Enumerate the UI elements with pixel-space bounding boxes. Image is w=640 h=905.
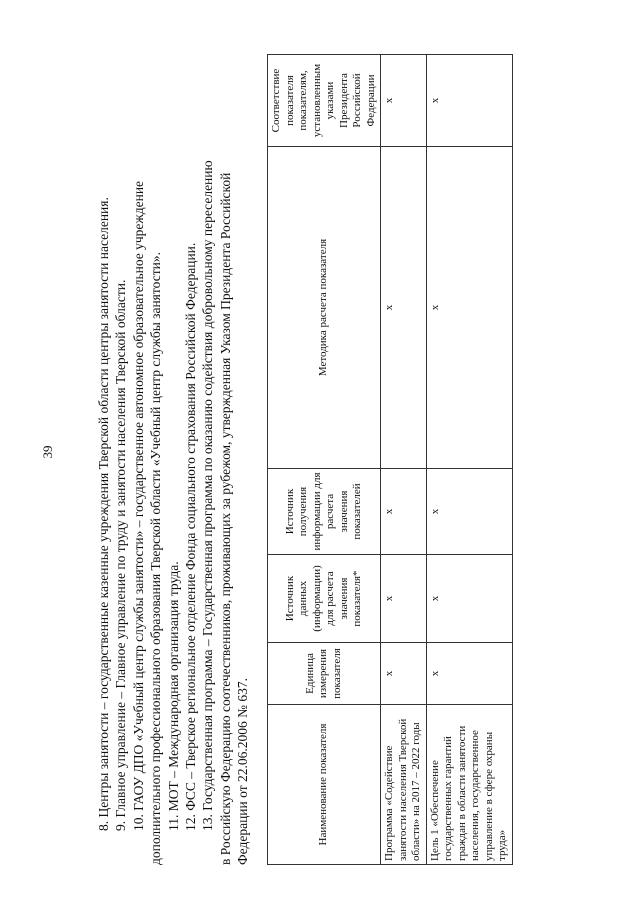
paragraph-9: 9. Главное управление – Главное управление по труду и занятости населения Тверской области. [113, 279, 129, 831]
paragraph-13-cont2: Федерации от 22.06.2006 № 637. [235, 678, 251, 865]
cell-info-source: х [426, 469, 512, 555]
cell-source: х [381, 555, 427, 643]
cell-compliance: х [426, 55, 512, 147]
paragraph-13: 13. Государственная программа – Государственная программа по оказанию содействия добровольному переселению [200, 160, 216, 831]
table-row [426, 55, 512, 865]
paragraph-12: 12. ФСС – Тверское региональное отделение Фонда социального страхования Российской Федерации. [183, 242, 199, 831]
cell-unit: х [426, 643, 512, 705]
abbreviations-list [95, 55, 251, 865]
header-method: Методика расчета показателя [268, 147, 381, 469]
indicators-table [267, 54, 513, 865]
cell-name: Цель 1 «Обеспечение государственных гарантий граждан в области занятости населения, государственное управление в сфере охраны труда» [426, 705, 512, 865]
paragraph-13-cont: в Российскую Федерацию соотечественников, проживающих за рубежом, утвержденная Указом Президента Российской [217, 172, 233, 865]
page-number: 39 [40, 445, 55, 459]
header-indicator-name: Наименование показателя [268, 705, 381, 865]
cell-compliance: х [381, 55, 427, 147]
cell-unit: х [381, 643, 427, 705]
header-unit: Единица измерения показателя [268, 643, 381, 705]
paragraph-10: 10. ГАОУ ДПО «Учебный центр службы занятости» – государственное автономное образовательное учреждение [130, 180, 146, 831]
table-header-row [268, 55, 381, 865]
paragraph-11: 11. МОТ – Международная организация труда. [165, 561, 181, 831]
cell-info-source: х [381, 469, 427, 555]
cell-method: х [426, 147, 512, 469]
paragraph-10-cont: дополнительного профессионального образования Тверской области «Учебный центр службы занятости». [148, 252, 164, 865]
table-row [381, 55, 427, 865]
landscape-content [95, 55, 575, 865]
paragraph-8: 8. Центры занятости – государственные казенные учреждения Тверской области центры занятости населения. [96, 197, 111, 831]
cell-source: х [426, 555, 512, 643]
header-data-source: Источник данных (информации) для расчета значения показателя* [268, 555, 381, 643]
cell-name: Программа «Содействие занятости населения Тверской области» на 2017 – 2022 годы [381, 705, 427, 865]
cell-method: х [381, 147, 427, 469]
header-compliance: Соответствие показателя показателям, установленным указами Президента Российской Федерации [268, 55, 381, 147]
header-info-source: Источник получения информации для расчета значения показателей [268, 469, 381, 555]
